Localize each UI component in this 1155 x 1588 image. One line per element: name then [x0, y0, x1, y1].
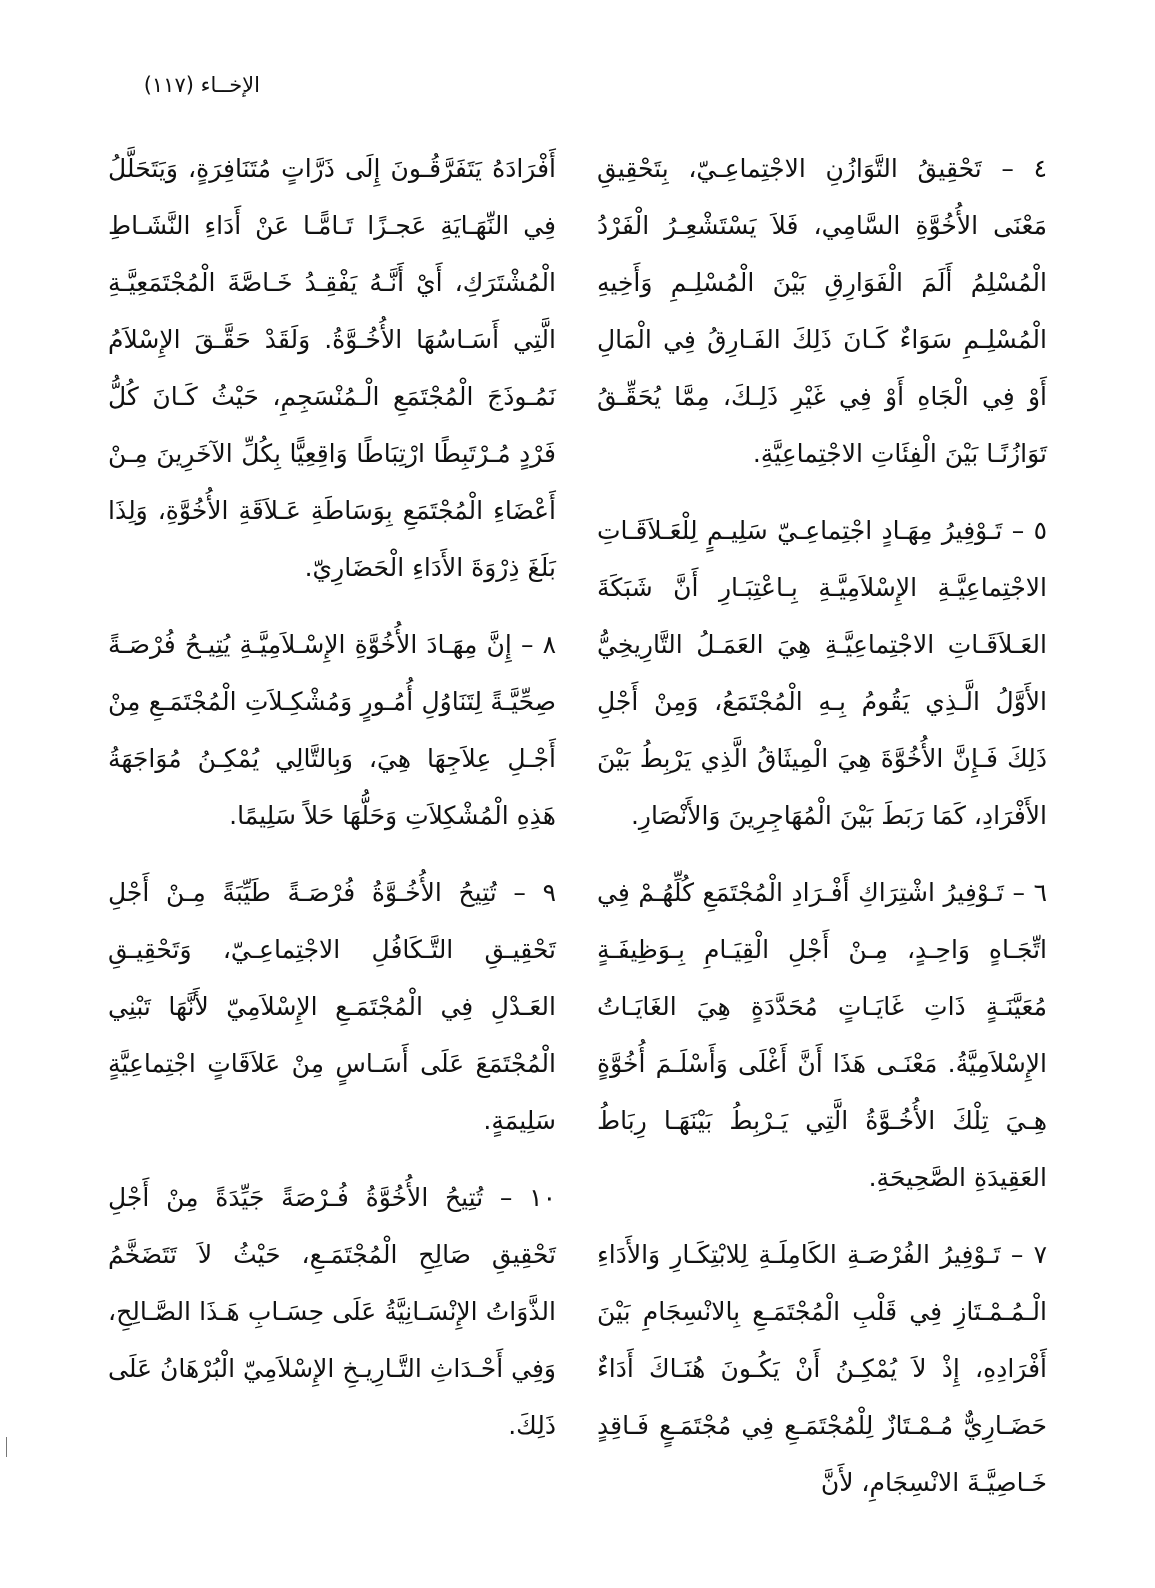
running-header: الإخــاء (١١٧): [143, 73, 260, 97]
paragraph-7-continued: أَفْرَادَهُ يَتَفَرَّقُـونَ إِلَى ذَرَّاتٍ مُتَنَافِرَةٍ، وَيَتَحَلَّلُ فِي النِّهَـايَةِ عَجـزًا تَـامًّـا عَنْ أَدَاءِ النَّشَـاطِ الْمُشْتَرَكِ، أَيْ أَنَّـهُ يَفْقِـدُ خَـاصَّةَ الْمُجْتَمَعِيَّـةِ الَّتِي أَسَـاسُهَا الأُخُـوَّةُ. وَلَقَدْ حَقَّـقَ الإِسْلاَمُ نَمُـوذَجَ الْمُجْتَمَعِ الْـمُنْسَجِمِ، حَيْثُ كَـانَ كُلُّ فَرْدٍ مُـرْتَبِطًا ارْتِبَاطًا وَاقِعِيًّا بِكُلِّ الآخَرِينَ مِـنْ أَعْضَاءِ الْمُجْتَمَعِ بِوَسَاطَةِ عَـلاَقَةِ الأُخُوَّةِ، وَلِذَا بَلَغَ ذِرْوَةَ الأَدَاءِ الْحَضَارِيّ.: [108, 154, 556, 582]
paragraph-9: ٩ – تُتِيحُ الأُخُـوَّةُ فُرْصَـةً طَيِّبَةً مِـنْ أَجْلِ تَحْقِيـقِ التَّـكَافُلِ الاجْتِماعِـيّ، وَتَحْقِيـقِ العَـدْلِ فِي الْمُجْتَمَـعِ الإِسْلاَمِيّ لأَنَّهَا تَبْنِي الْمُجْتَمَعَ عَلَى أَسَـاسٍ مِنْ عَلاَقَاتٍ اجْتِماعِيَّةٍ سَلِيمَةٍ.: [108, 878, 556, 1135]
right-column: [597, 140, 1047, 1531]
paragraph-10: ١٠ – تُتِيحُ الأُخُوَّةُ فُـرْصَةً جَيِّدَةً مِنْ أَجْلِ تَحْقِيقِ صَالِحِ الْمُجْتَمَـعِ، حَيْثُ لاَ تَتَضَخَّمُ الذَّوَاتُ الإِنْسَـانِيَّةُ عَلَى حِسَـابِ هَـذَا الصَّـالِحِ، وَفِي أَحْـدَاثِ التَّـارِيـخِ الإِسْلاَمِيّ الْبُرْهَانُ عَلَى ذَلِكَ.: [108, 1183, 556, 1440]
paragraph-5: ٥ – تَـوْفِيرُ مِهَـادٍ اجْتِماعِـيّ سَلِيـمٍ لِلْعَـلاَقَـاتِ الاجْتِماعِيَّـةِ الإِسْلاَمِيَّـةِ بِـاعْتِبَـارِ أَنَّ شَبَكَةَ العَـلاَقَـاتِ الاجْتِماعِيَّـةِ هِيَ العَمَـلُ التَّارِيخِيُّ الأَوَّلُ الَّـذِي يَقُومُ بِـهِ الْمُجْتَمَعُ، وَمِنْ أَجْلِ ذَلِكَ فَـإِنَّ الأُخُوَّةَ هِيَ الْمِيثَاقُ الَّذِي يَرْبِطُ بَيْنَ الأَفْرَادِ، كَمَا رَبَطَ بَيْنَ الْمُهَاجِرِينَ وَالأَنْصَارِ.: [597, 516, 1047, 830]
paragraph-4: ٤ – تَحْقِيقُ التَّوَازُنِ الاجْتِماعِـيّ، بِتَحْقِيقِ مَعْنَى الأُخُوَّةِ السَّامِي، فَلاَ يَسْتَشْعِـرُ الْفَرْدُ الْمُسْلِمُ أَلَمَ الْفَوَارِقِ بَيْنَ الْمُسْلِـمِ وَأَخِيهِ الْمُسْلِـمِ سَوَاءٌ كَـانَ ذَلِكَ الفَـارِقُ فِي الْمَالِ أَوْ فِي الْجَاهِ أَوْ فِي غَيْرِ ذَلِـكَ، مِمَّا يُحَقِّـقُ تَوَازُنًـا بَيْنَ الْفِئَاتِ الاجْتِماعِيَّةِ.: [597, 154, 1047, 468]
paragraph-6: ٦ – تَـوْفِيرُ اشْتِرَاكِ أَفْـرَادِ الْمُجْتَمَعِ كُلِّهُـمْ فِي اتِّجَـاهٍ وَاحِـدٍ، مِـنْ أَجْلِ الْقِيَـامِ بِـوَظِيفَـةٍ مُعَيَّنَـةٍ ذَاتِ غَايَـاتٍ مُحَدَّدَةٍ هِيَ الغَايَـاتُ الإِسْلاَمِيَّةُ. مَعْنَـى هَذَا أَنَّ أَغْلَى وَأَسْلَـمَ أُخُوَّةٍ هِـيَ تِلْكَ الأُخُـوَّةُ الَّتِي يَـرْبِطُ بَيْنَهَـا رِبَاطُ العَقِيدَةِ الصَّحِيحَةِ.: [597, 878, 1047, 1192]
paragraph-8: ٨ – إِنَّ مِهَـادَ الأُخُوَّةِ الإِسْـلاَمِيَّـةِ يُتِيـحُ فُرْصَـةً صِحِّيَّـةً لِتَنَاوُلِ أُمُـورٍ وَمُشْكِـلاَتِ الْمُجْتَمَـعِ مِنْ أَجْـلِ عِلاَجِهَا هِيَ، وَبِالتَّالِي يُمْكِـنُ مُوَاجَهَةُ هَذِهِ الْمُشْكِلاَتِ وَحَلُّهَا حَلاً سَلِيمًا.: [108, 630, 556, 830]
margin-mark: [6, 1437, 7, 1457]
left-column: [108, 140, 556, 1474]
paragraph-7: ٧ – تَـوْفِيرُ الفُرْصَـةِ الكَامِلَـةِ لِلابْتِكَـارِ وَالأَدَاءِ الْـمُـمْـتَازِ فِي قَلْبِ الْمُجْتَمَـعِ بِالانْسِجَامِ بَيْنَ أَفْرَادِهِ، إِذْ لاَ يُمْكِـنُ أَنْ يَكُـونَ هُنَـاكَ أَدَاءٌ حَضَـارِيٌّ مُـمْـتَازٌ لِلْمُجْتَمَـعِ فِي مُجْتَمَـعٍ فَـاقِدٍ خَـاصِيَّـةَ الانْسِجَامِ، لأَنَّ: [597, 1240, 1047, 1497]
